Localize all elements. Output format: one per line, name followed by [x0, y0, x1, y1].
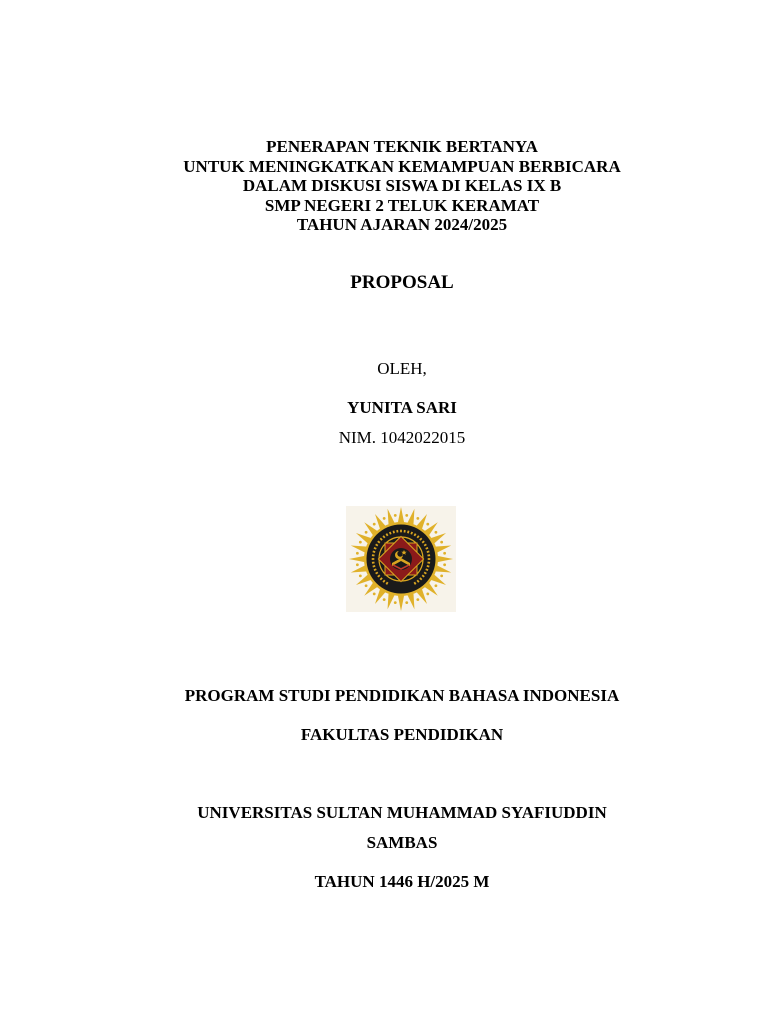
- university-seal-icon: [346, 506, 456, 612]
- student-id: NIM. 1042022015: [338, 428, 466, 447]
- title-line-3: DALAM DISKUSI SISWA DI KELAS IX B: [242, 176, 562, 196]
- author-name: YUNITA SARI: [347, 398, 457, 417]
- thesis-title: [0, 137, 768, 235]
- title-line-4: SMP NEGERI 2 TELUK KERAMAT: [264, 195, 540, 215]
- document-type: PROPOSAL: [350, 272, 454, 293]
- study-program: PROGRAM STUDI PENDIDIKAN BAHASA INDONESIA: [184, 686, 620, 705]
- by-label: OLEH,: [377, 359, 427, 378]
- title-line-2: UNTUK MENINGKATKAN KEMAMPUAN BERBICARA: [183, 156, 621, 176]
- university-city: SAMBAS: [366, 833, 438, 852]
- title-line-1: PENERAPAN TEKNIK BERTANYA: [266, 137, 538, 156]
- academic-year: TAHUN 1446 H/2025 M: [314, 872, 490, 891]
- university-name: UNIVERSITAS SULTAN MUHAMMAD SYAFIUDDIN: [197, 803, 607, 822]
- title-line-5: TAHUN AJARAN 2024/2025: [296, 215, 508, 235]
- faculty: FAKULTAS PENDIDIKAN: [300, 725, 504, 744]
